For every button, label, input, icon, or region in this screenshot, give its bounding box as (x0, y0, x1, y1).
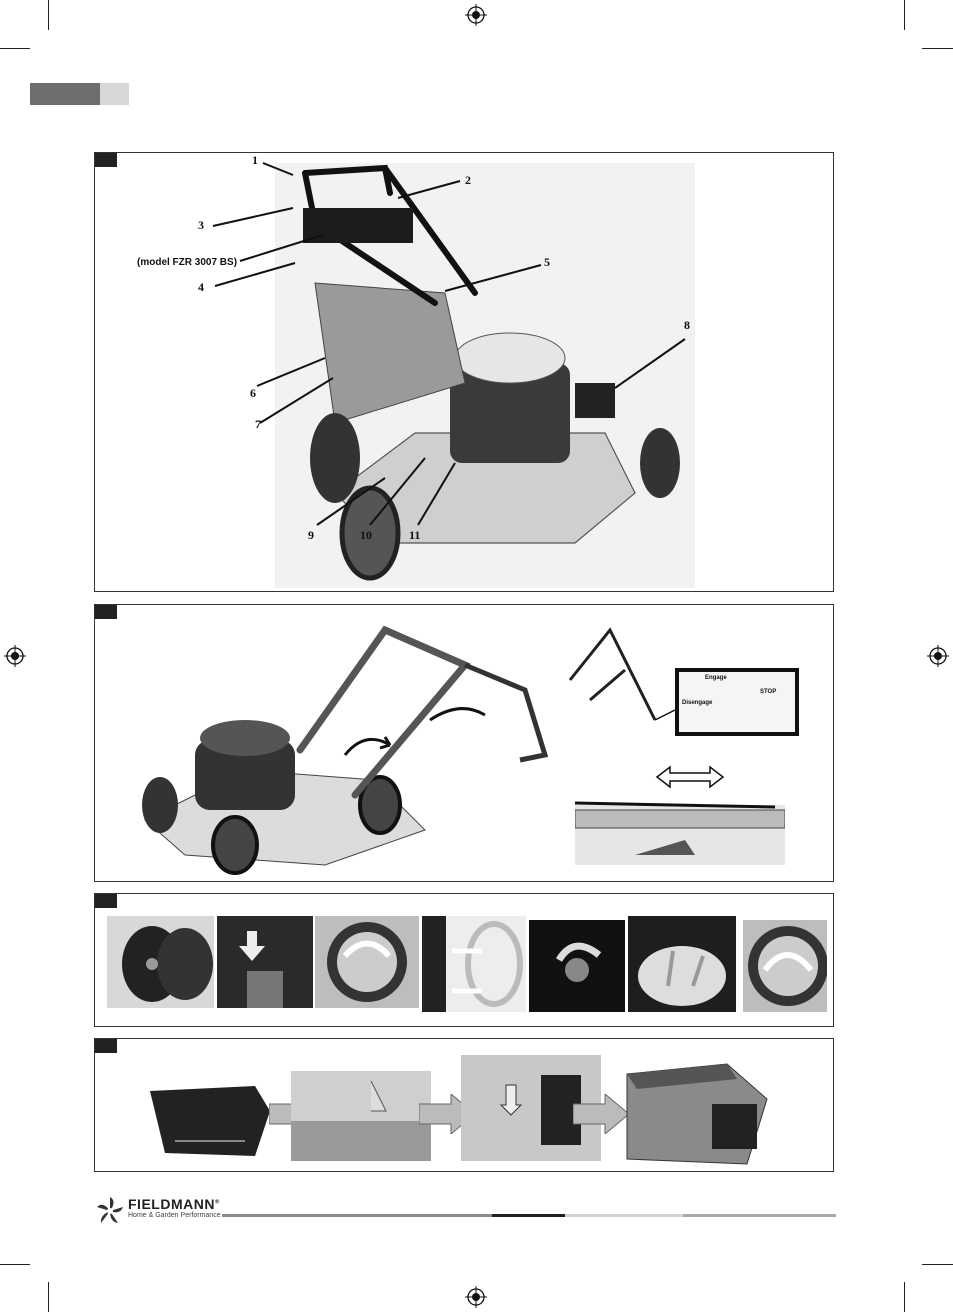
crop-mark (48, 0, 49, 30)
footer-bar-light (565, 1214, 683, 1217)
crop-mark (0, 48, 30, 49)
figure-4-panel (94, 1038, 834, 1172)
footer-bar-gray-right (683, 1214, 836, 1217)
crop-mark (904, 0, 905, 30)
engage-label: Engage (705, 675, 727, 681)
figure-2-badge (95, 605, 117, 619)
registration-mark-icon (465, 1286, 487, 1308)
callout-label: 7 (255, 417, 261, 431)
step-photo (107, 916, 214, 1008)
figure-3-panel (94, 893, 834, 1027)
step-photo (217, 916, 313, 1008)
step-photo (291, 1071, 431, 1161)
disengage-label: Disengage (682, 700, 713, 706)
step-photo (315, 916, 419, 1008)
callout-lines (95, 153, 833, 591)
model-note: (model FZR 3007 BS) (137, 257, 238, 268)
step-photo (422, 916, 526, 1012)
footer-bar-gray (222, 1214, 492, 1217)
language-tab (30, 83, 100, 105)
crop-mark (922, 1264, 953, 1265)
callout-label: 4 (198, 280, 204, 294)
crop-mark (48, 1282, 49, 1312)
stop-label: STOP (760, 689, 777, 695)
callout-label: 8 (684, 318, 690, 332)
callout-label: 2 (465, 173, 471, 187)
registration-mark-icon (927, 645, 949, 667)
lever-detail-illustration (565, 620, 805, 755)
assembled-grass-bag-illustration (617, 1049, 777, 1169)
callout-label: 5 (544, 255, 550, 269)
step-photo (628, 916, 736, 1012)
handle-folding-illustration (125, 620, 555, 875)
callout-label: 11 (409, 528, 421, 542)
step-photo (743, 920, 827, 1012)
brand-tagline: Home & Garden Performance (128, 1212, 221, 1219)
figure-2-panel (94, 604, 834, 882)
figure-3-badge (95, 894, 117, 908)
step-photo (529, 920, 625, 1012)
figure-4-badge (95, 1039, 117, 1053)
brand-name: FIELDMANN® (128, 1196, 220, 1212)
callout-label: 1 (252, 153, 258, 167)
callout-label: 6 (250, 386, 256, 400)
callout-label: 10 (360, 528, 372, 542)
figure-1-panel (94, 152, 834, 592)
registration-mark-icon (465, 4, 487, 26)
callout-label: 3 (198, 218, 204, 232)
crop-mark (904, 1282, 905, 1312)
grass-bag-lid-illustration (145, 1081, 275, 1161)
callout-label: 9 (308, 528, 314, 542)
footer-bar-dark (492, 1214, 565, 1217)
lock-rod-illustration (575, 795, 785, 865)
crop-mark (0, 1264, 30, 1265)
registration-mark-icon (4, 645, 26, 667)
fieldmann-logo-icon (95, 1196, 125, 1226)
language-tab-accent (100, 83, 129, 105)
crop-mark (922, 48, 953, 49)
double-arrow-icon (655, 765, 725, 790)
